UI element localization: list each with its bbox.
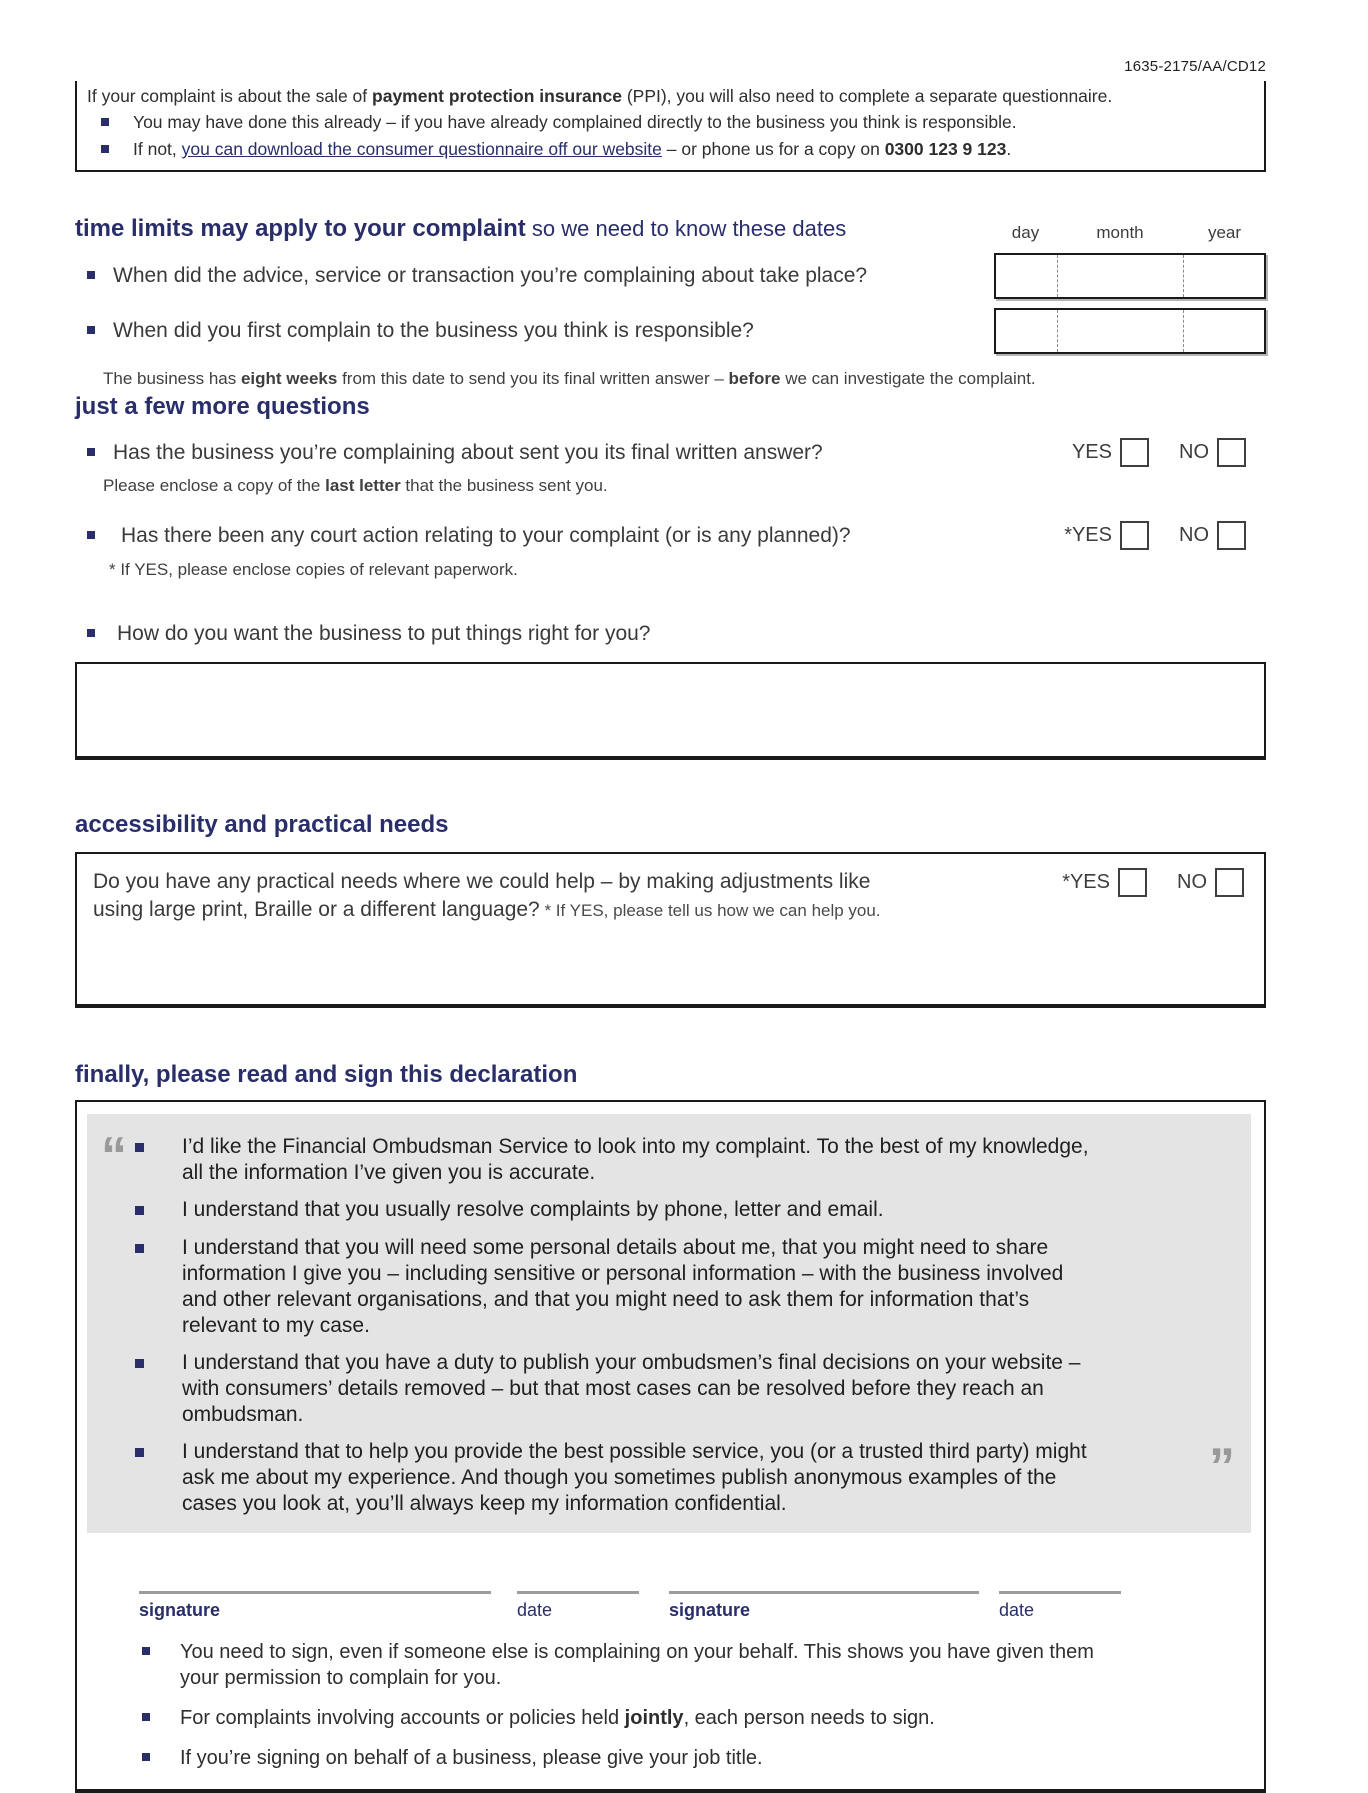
- bullet-icon: [135, 1359, 144, 1368]
- ppi-intro: If your complaint is about the sale of payment protection insurance (PPI), you will also need to complete a separate questionnaire.: [87, 86, 1113, 106]
- form-reference-code: 1635-2175/AA/CD12: [1124, 58, 1266, 75]
- year-cell[interactable]: [1184, 255, 1264, 297]
- ppi-bold-phrase: payment protection insurance: [372, 86, 622, 106]
- day-cell[interactable]: [996, 310, 1058, 352]
- no-checkbox[interactable]: [1217, 438, 1246, 467]
- bullet-icon: [87, 326, 95, 334]
- accessibility-yes-no: [1062, 868, 1244, 897]
- question-row-final-answer: [75, 438, 1266, 467]
- last-letter-note: Please enclose a copy of the last letter that the business sent you.: [103, 476, 608, 496]
- bullet-icon: [135, 1244, 144, 1253]
- question-row-put-things-right: [75, 621, 1266, 647]
- yes-label: YES: [1071, 441, 1112, 464]
- month-label: month: [1096, 222, 1144, 242]
- court-action-note: * If YES, please enclose copies of relevant paperwork.: [109, 560, 518, 580]
- no-label: NO: [1179, 441, 1209, 464]
- no-label: NO: [1179, 524, 1209, 547]
- month-cell[interactable]: [1058, 310, 1184, 352]
- question-row-take-place: [75, 253, 1266, 299]
- bullet-icon: [142, 1647, 150, 1655]
- declaration-box: [75, 1100, 1266, 1792]
- put-things-right-answer-box[interactable]: [75, 662, 1266, 760]
- open-quote-icon: “: [101, 1127, 127, 1186]
- question-row-first-complain: [75, 308, 1266, 354]
- bullet-icon: [87, 448, 95, 456]
- no-label: NO: [1177, 871, 1207, 894]
- more-questions-heading: just a few more questions: [75, 392, 370, 420]
- yes-checkbox[interactable]: [1120, 521, 1149, 550]
- job-title-note: If you’re signing on behalf of a business, please give your job title.: [142, 1745, 1251, 1771]
- declaration-bullet: I understand that you usually resolve complaints by phone, letter and email.: [135, 1197, 1211, 1223]
- declaration-quote-panel: [87, 1114, 1251, 1532]
- court-action-yes-no: [1064, 521, 1246, 550]
- year-cell[interactable]: [1184, 310, 1264, 352]
- signature-row: [139, 1591, 1251, 1621]
- signing-note: You need to sign, even if someone else is complaining on your behalf. This shows you have given them your permission to complain for you.: [142, 1639, 1251, 1691]
- date-column-labels: [994, 223, 1266, 243]
- date-line-1[interactable]: [517, 1591, 639, 1594]
- download-questionnaire-link[interactable]: you can download the consumer questionnaire off our website: [181, 138, 662, 159]
- accessibility-question: Do you have any practical needs where we could help – by making adjustments like using large print, Braille or a different language? * If YES, please tell us how we can help you.: [93, 870, 881, 921]
- date-label-2: date: [999, 1599, 1035, 1620]
- question-put-things-right: How do you want the business to put things right for you?: [117, 622, 651, 646]
- no-checkbox[interactable]: [1217, 521, 1246, 550]
- year-label: year: [1207, 222, 1242, 242]
- date-input-first-complain[interactable]: [994, 308, 1266, 354]
- close-quote-icon: ”: [1209, 1437, 1235, 1496]
- jointly-note: For complaints involving accounts or policies held jointly, each person needs to sign.: [142, 1705, 1251, 1731]
- declaration-bullet: I understand that you have a duty to publish your ombudsmen’s final decisions on your website – with consumers’ details removed – but that most cases can be resolved before they reach an ombudsman.: [135, 1350, 1211, 1428]
- yes-label: *YES: [1062, 871, 1110, 894]
- signature-label-2: signature: [669, 1599, 751, 1620]
- ppi-bullet-1: You may have done this already – if you have already complained directly to the business you think is responsible.: [87, 111, 1254, 134]
- bullet-icon: [101, 145, 109, 153]
- bullet-icon: [135, 1448, 144, 1457]
- day-label: day: [1011, 222, 1040, 242]
- declaration-bullet: I understand that you will need some personal details about me, that you might need to share information I give you – including sensitive or personal information – with the business involved and other relevant organisations, and that you might need to ask them for information that’s relevant to my case.: [135, 1235, 1211, 1339]
- ppi-notice-box: [75, 81, 1266, 172]
- accessibility-box[interactable]: [75, 852, 1266, 1008]
- question-final-answer: Has the business you’re complaining about sent you its final written answer?: [113, 440, 823, 464]
- ppi-bullet-2: If not, you can download the consumer questionnaire off our website – or phone us for a copy on 0300 123 9 123.: [87, 138, 1254, 161]
- month-cell[interactable]: [1058, 255, 1184, 297]
- bullet-icon: [135, 1143, 144, 1152]
- accessibility-heading: accessibility and practical needs: [75, 810, 449, 838]
- signature-line-2[interactable]: [669, 1591, 979, 1594]
- accessibility-hint: * If YES, please tell us how we can help you.: [539, 900, 881, 920]
- bullet-icon: [101, 118, 109, 126]
- bullet-icon: [142, 1713, 150, 1721]
- eight-weeks-note: The business has eight weeks from this date to send you its final written answer – before we can investigate the complaint.: [103, 368, 1036, 388]
- bullet-icon: [87, 629, 95, 637]
- declaration-bullet: I understand that to help you provide the best possible service, you (or a trusted third party) might ask me about my experience. And though you sometimes publish anonymous examples of the cases you look at, you’ll always keep my information confidential.: [135, 1439, 1211, 1517]
- final-answer-yes-no: [1072, 438, 1246, 467]
- bullet-icon: [87, 531, 95, 539]
- date-line-2[interactable]: [999, 1591, 1121, 1594]
- declaration-bullet: I’d like the Financial Ombudsman Service to look into my complaint. To the best of my knowledge, all the information I’ve given you is accurate.: [135, 1134, 1211, 1186]
- time-limits-header-row: [75, 216, 1266, 242]
- bullet-icon: [142, 1753, 150, 1761]
- question-take-place: When did the advice, service or transaction you’re complaining about take place?: [113, 263, 868, 287]
- time-limits-heading: time limits may apply to your complaint so we need to know these dates: [75, 215, 847, 243]
- question-row-court-action: [75, 521, 1266, 550]
- bullet-icon: [87, 271, 95, 279]
- signature-line-1[interactable]: [139, 1591, 491, 1594]
- yes-label: *YES: [1064, 524, 1112, 547]
- question-first-complain: When did you first complain to the business you think is responsible?: [113, 318, 754, 342]
- date-input-take-place[interactable]: [994, 253, 1266, 299]
- yes-checkbox[interactable]: [1118, 868, 1147, 897]
- date-label-1: date: [517, 1599, 553, 1620]
- day-cell[interactable]: [996, 255, 1058, 297]
- yes-checkbox[interactable]: [1120, 438, 1149, 467]
- question-court-action: Has there been any court action relating to your complaint (or is any planned)?: [121, 523, 851, 547]
- bullet-icon: [135, 1206, 144, 1215]
- signature-label-1: signature: [139, 1599, 221, 1620]
- no-checkbox[interactable]: [1215, 868, 1244, 897]
- declaration-heading: finally, please read and sign this declaration: [75, 1061, 578, 1089]
- phone-number: 0300 123 9 123: [884, 138, 1007, 159]
